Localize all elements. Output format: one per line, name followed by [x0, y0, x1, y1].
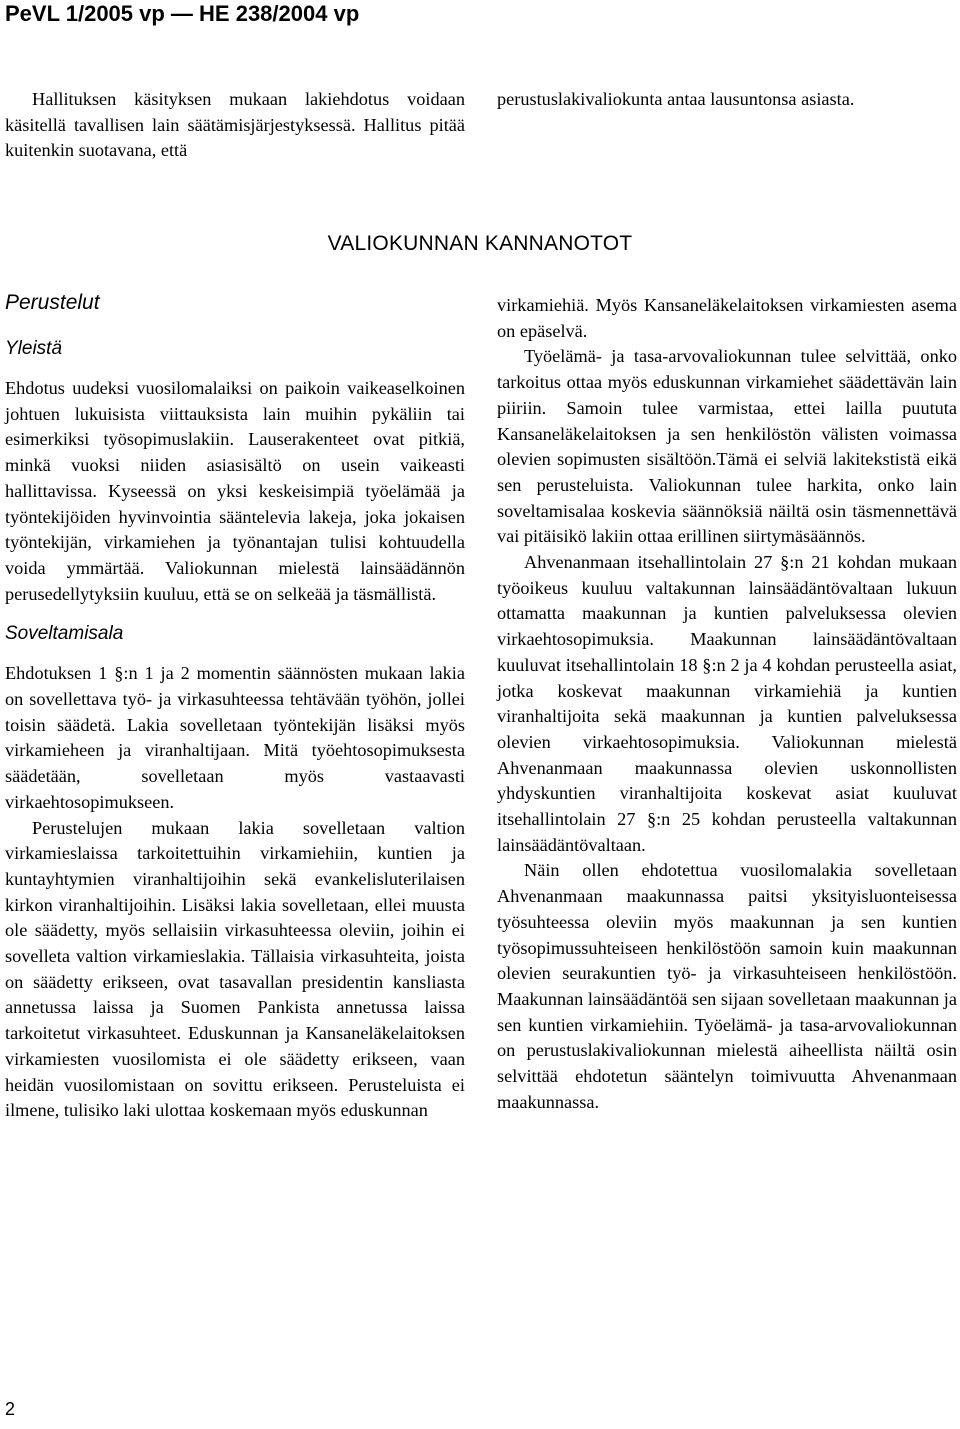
paragraph-soveltamisala-1: Ehdotuksen 1 §:n 1 ja 2 momentin säännösten mukaan lakia on sovellettava työ- ja virkasuhteessa tehtävään työhön, jollei toisin säädetä. Lakia sovelletaan työntekijän lisäksi myös virkamieheen ja viranhaltijaan. Mitä työehtosopimuksesta säädetään, sovelletaan myös vastaavasti virkaehtosopimukseen. — [5, 663, 465, 812]
intro-right-column — [497, 87, 957, 113]
intro-right-paragraph: perustuslakivaliokunta antaa lausuntonsa asiasta. — [497, 89, 855, 109]
paragraph-right-4: Näin ollen ehdotettua vuosilomalakia sovelletaan Ahvenanmaan maakunnassa paitsi yksityisluonteisessa työsuhteessa oleviin myös maakunnan ja sen kuntien työsopimussuhteiseen henkilöstöön samoin kuin maakunnan olevien seurakuntien työ- ja virkasuhteiseen henkilöstöön. Maakunnan lainsäädäntöä sen sijaan sovelletaan maakunnan ja sen kuntien virkamiehiin. Työelämä- ja tasa-arvovaliokunnan on perustuslakivaliokunnan mielestä aiheellista näiltä osin selvittää ehdotetun sääntelyn toimivuutta Ahvenanmaan maakunnassa. — [497, 860, 957, 1112]
heading-yleista: Yleistä — [5, 338, 63, 359]
paragraph-right-2: Työelämä- ja tasa-arvovaliokunnan tulee selvittää, onko tarkoitus ottaa myös eduskunnan virkamiehet säädettävän lain piiriin. Samoin tulee varmistaa, ettei lailla puututa Kansaneläkelaitoksen ja sen henkilöstön välisten voimassa olevien sopimusten sisältöön.Tämä ei selviä lakitekstistä eikä sen perusteluista. Valiokunnan tulee harkita, onko lain soveltamisalaa koskevia säännöksiä näiltä osin täsmennettävä vai pitäisikö lakiin ottaa erillinen siirtymäsäännös. — [497, 346, 957, 547]
paragraph-soveltamisala-2: Perustelujen mukaan lakia sovelletaan valtion virkamieslaissa tarkoitettuihin virkamiehiin, kuntien ja kuntayhtymien viranhaltijoihin sekä evankelisluterilaisen kirkon viranhaltijoihin. Lisäksi lakia sovelletaan, ellei muusta ole säädetty, myös sellaisiin virkasuhteessa oleviin, joihin ei sovelleta valtion virkamieslakia. Tällaisia virkasuhteita, joista on säädetty erikseen, ovat tasavallan presidentin kansliasta annetussa laissa ja Suomen Pankista annetussa laissa tarkoitetut virkasuhteet. Eduskunnan ja Kansaneläkelaitoksen virkamiesten vuosilomista ei ole säädetty erikseen, vaan heidän vuosilomistaan on sovittu erikseen. Perusteluista ei ilmene, tulisiko laki ulottaa koskemaan myös eduskunnan — [5, 817, 465, 1121]
intro-left-column — [5, 87, 465, 164]
heading-soveltamisala: Soveltamisala — [5, 623, 124, 645]
paragraph-right-3: Ahvenanmaan itsehallintolain 27 §:n 21 kohdan mukaan työoikeus kuuluu valtakunnan lainsäädäntövaltaan lukuun ottamatta maakunnan ja kuntien palveluksessa olevien virkaehtosopimuksia. Maakunnan lainsäädäntövaltaan kuuluvat itsehallintolain 18 §:n 2 ja 4 kohdan perusteella asiat, jotka koskevat maakunnan virkamiehiä ja kuntien viranhaltijoita sekä maakunnan ja kuntien palveluksessa olevien virkaehtosopimuksia. Valiokunnan mielestä Ahvenanmaan maakunnassa olevien uskonnollisten yhdyskuntien viranhaltijoita koskevat asiat kuuluvat itsehallintolain 27 §:n 25 kohdan perusteella valtakunnan lainsäädäntövaltaan. — [497, 552, 957, 855]
paragraph-right-1: virkamiehiä. Myös Kansaneläkelaitoksen virkamiesten asema on epäselvä. — [497, 295, 957, 341]
page-number: 2 — [5, 1399, 16, 1419]
right-column — [497, 293, 957, 1116]
intro-left-paragraph: Hallituksen käsityksen mukaan lakiehdotus voidaan käsitellä tavallisen lain säätämisjärjestyksessä. Hallitus pitää kuitenkin suotavana, että — [5, 89, 465, 161]
running-head: PeVL 1/2005 vp — HE 238/2004 vp — [5, 1, 360, 26]
section-title: VALIOKUNNAN KANNANOTOT — [327, 232, 633, 255]
heading-perustelut: Perustelut — [5, 291, 100, 314]
left-column — [5, 290, 465, 1124]
paragraph-yleista: Ehdotus uudeksi vuosilomalaiksi on paikoin vaikeaselkoinen johtuen lukuisista viittauksista lain muihin pykäliin tai esimerkiksi työsopimuslakiin. Lauserakenteet ovat pitkiä, minkä vuoksi niiden asiasisältö on usein vaikeasti hallittavissa. Kyseessä on yksi keskeisimpiä työelämää ja työntekijöiden hyvinvointia sääntelevia lakeja, joka jokaisen työntekijän, virkamiehen ja työnantajan tulisi kohtuudella voida ymmärtää. Valiokunnan mielestä lainsäädännön perusedellytyksiin kuuluu, että se on selkeää ja täsmällistä. — [5, 378, 465, 604]
